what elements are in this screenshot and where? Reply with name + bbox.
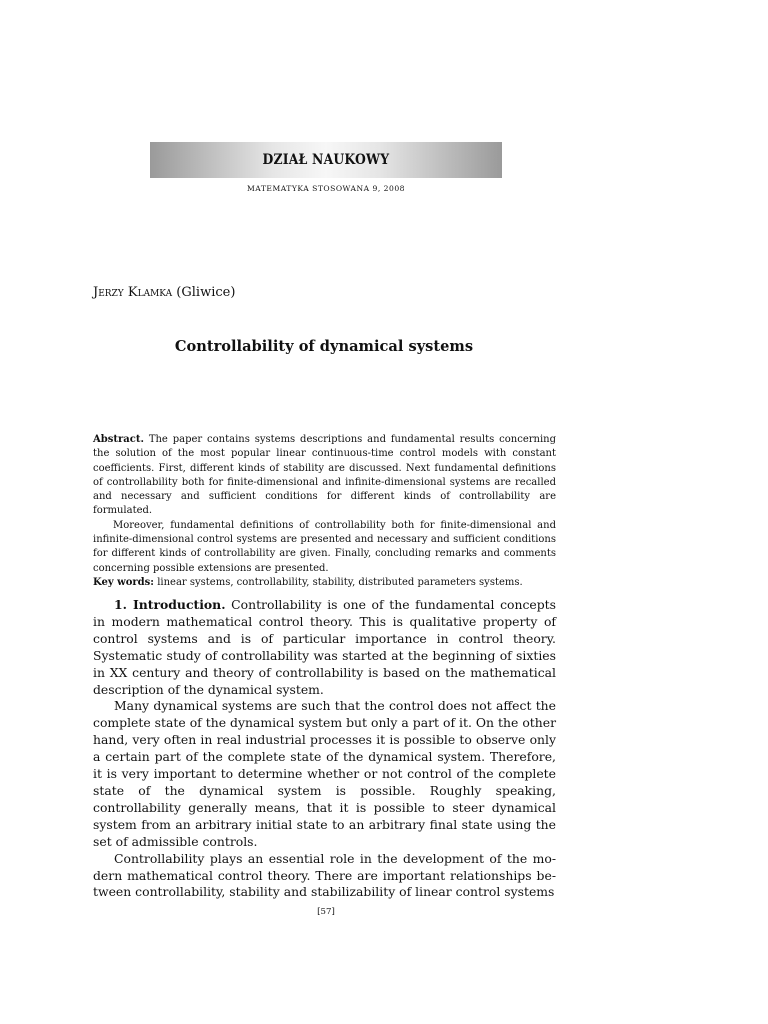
journal-citation: MATEMATYKA STOSOWANA 9, 2008 — [247, 184, 405, 193]
body-paragraph: Controllability plays an essential role in the development of the modern mathematical control theory. There are important relationships between controllability, stability and stabilizability of linear control systems — [93, 850, 556, 900]
abstract-paragraph: Moreover, fundamental definitions of controllability both for finite-dimensional and infinite-dimensional control systems are presented and necessary and sufficient conditions for different kinds of controllability are given. Finally, concluding remarks and comments concerning possible extensions are presented. — [93, 519, 556, 574]
abstract-label: Abstract. — [93, 434, 144, 445]
section-heading: 1. Introduction. — [114, 597, 226, 612]
abstract-paragraph — [93, 433, 556, 519]
keywords-text: linear systems, controllability, stability, distributed parameters systems. — [157, 576, 523, 588]
abstract — [93, 433, 556, 590]
author-affiliation: (Gliwice) — [176, 285, 236, 300]
page-number: [57] — [317, 907, 335, 917]
section-banner — [150, 142, 502, 178]
body-text — [93, 597, 556, 901]
body-paragraph-text: Controllability is one of the fundamental concepts in modern mathematical control theory. This is qualitative property of control systems and is of particular importance in control theory. Systematic study of controllability was started at the beginning of sixties in XX century and theory of controllability is based on the mathematical description of the dynamical system. — [93, 597, 556, 697]
body-paragraph — [93, 597, 556, 698]
keywords — [93, 576, 556, 590]
body-paragraph: Many dynamical systems are such that the control does not affect the complete state of the dynamical system but only a part of it. On the other hand, very often in real industrial processes it is possible to observe only a certain part of the complete state of the dynamical system. Therefore, it is very important to determine whether or not control of the complete state of the dynamical system is possible. Roughly speaking, controllability generally means, that it is possible to steer dynamical system from an arbitrary initial state to an arbitrary final state using the set of admissible controls. — [93, 698, 556, 849]
keywords-label: Key words: — [93, 576, 154, 588]
paper-title: Controllability of dynamical systems — [174, 338, 474, 355]
abstract-text: The paper contains systems descriptions and fundamental results concerning the solution of the most popular linear continuous-time control models with constant coefficients. First, different kinds of stability are discussed. Next fundamental definitions of controllability both for finite-dimensional and infinite-dimensional systems are recalled and necessary and sufficient conditions for different kinds of controllability are formulated. — [93, 434, 556, 517]
author-name: Jerzy Klamka — [93, 285, 173, 300]
section-title: DZIAŁ NAUKOWY — [262, 152, 390, 168]
author-line — [93, 285, 235, 300]
